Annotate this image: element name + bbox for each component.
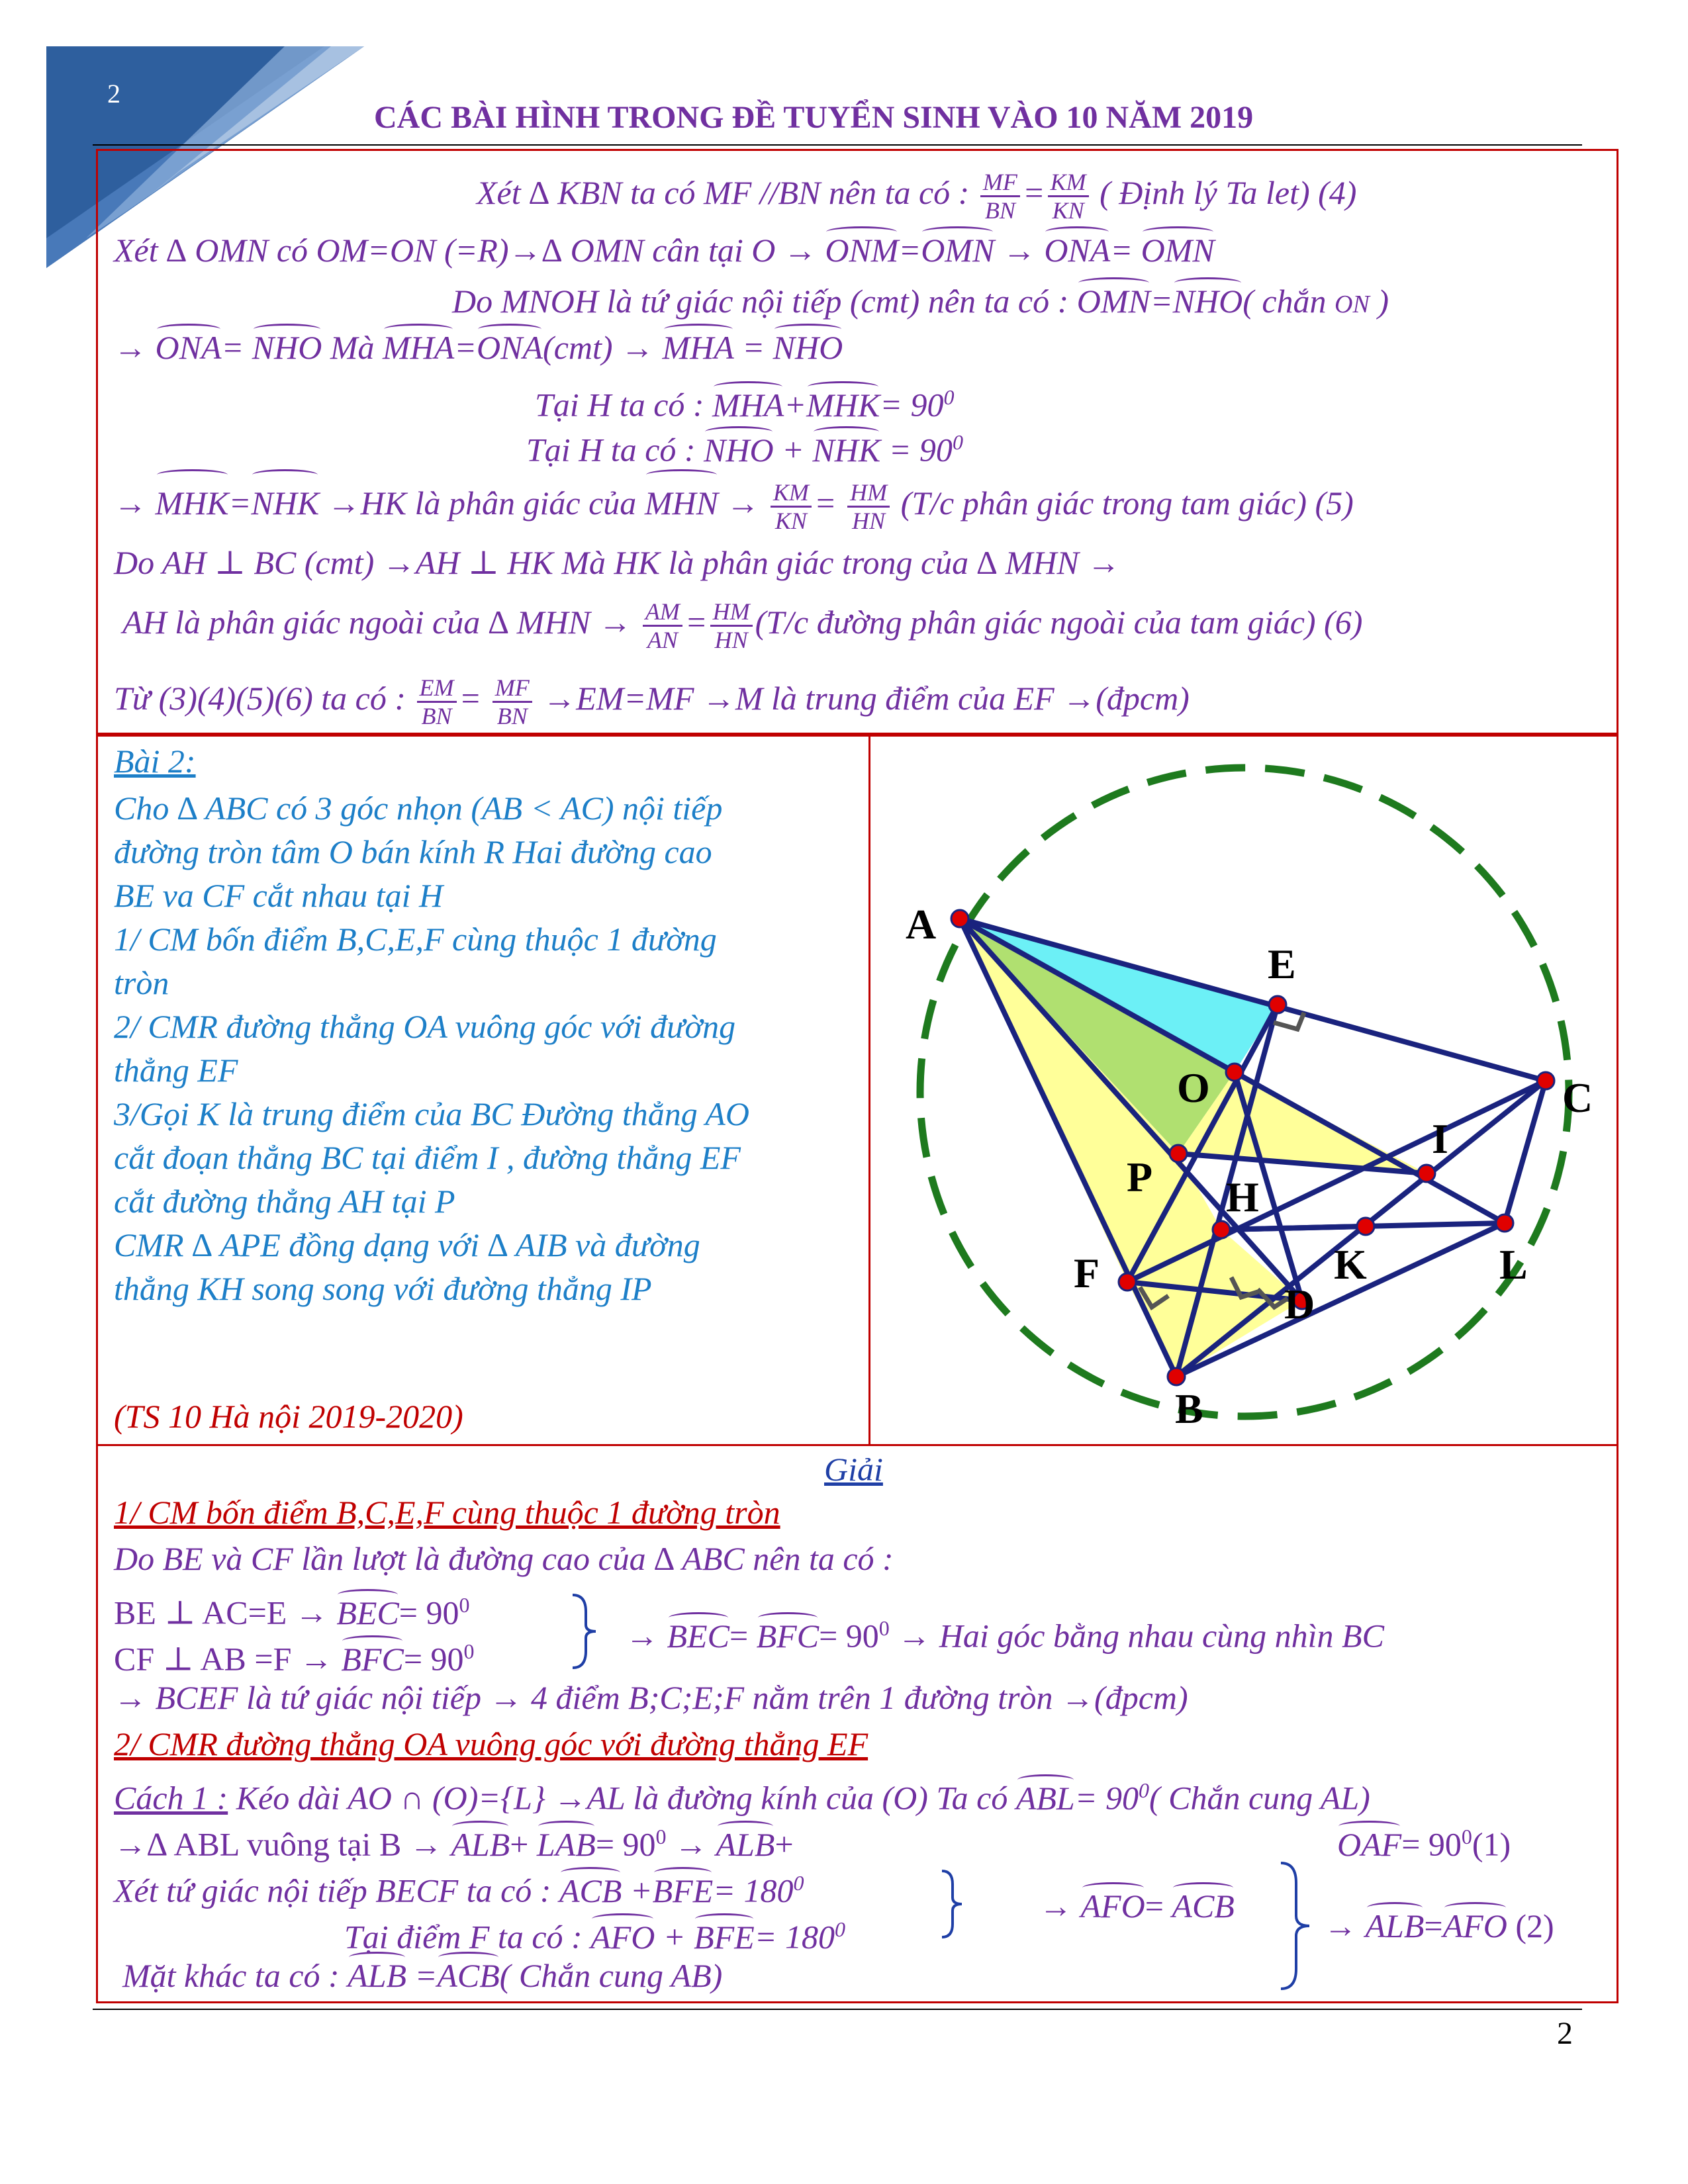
header-rule <box>93 144 1582 146</box>
problem-line: BE va CF cắt nhau tại H <box>114 877 444 914</box>
fraction-km-kn: $\frac{KM}{KN}$ <box>1048 169 1089 224</box>
point-H <box>1213 1221 1230 1238</box>
problem-line: 3/Gọi K là trung điểm của BC Đường thẳng AO <box>114 1095 749 1132</box>
problem-text <box>114 786 749 1310</box>
solution-line6: →∆ ABL vuông tại $B \to ALB+ LAB= 90^0 \to ALB+$ <box>114 1825 794 1863</box>
label-C: C <box>1562 1074 1593 1121</box>
solution-line5: Cách 1 : Kéo dài AO ∩ (O)={L} →AL là đường kính của (O) Ta có $ABL= 90^0$( Chắn cung AL) <box>114 1778 1370 1817</box>
s1-line9: AH là phân giác ngoài của ∆ MHN → $\frac{AM}{AN}$ = $\frac{HM}{HN}$ (T/c đường phân giác ngoài của tam giác) (6) <box>122 598 1363 654</box>
label-O: O <box>1177 1064 1210 1111</box>
point-C <box>1537 1072 1554 1089</box>
fraction-em-bn: $\frac{EM}{BN}$ <box>417 674 457 729</box>
point-E <box>1269 996 1286 1013</box>
fraction-mf-bn: $\frac{MF}{BN}$ <box>980 169 1020 224</box>
header-page-number: 2 <box>107 79 120 109</box>
solution-line3: CF ⊥ AB $=F \to BFC= 90^0$ <box>114 1639 475 1678</box>
label-I: I <box>1432 1115 1448 1162</box>
fraction-hm-hn: $\frac{HM}{HN}$ <box>847 479 890 534</box>
point-P <box>1170 1145 1187 1162</box>
point-K <box>1357 1218 1374 1235</box>
problem-line: thẳng KH song song với đường thẳng IP <box>114 1270 652 1307</box>
brace-2 <box>937 1868 970 1940</box>
solution-line7: Xét tứ giác nội tiếp BECF ta có : ACB $+BFE= 180^0$ <box>114 1871 804 1909</box>
label-K: K <box>1334 1241 1367 1288</box>
point-B <box>1168 1368 1185 1385</box>
label-A: A <box>906 901 937 948</box>
brace-3 <box>1278 1860 1317 1992</box>
problem-line: thẳng EF <box>114 1052 238 1089</box>
label-P: P <box>1127 1154 1153 1201</box>
s1-line6: Tại H ta có : NHO + NHK = $90^0$ <box>526 430 963 469</box>
s1-line3: Do MNOH là tứ giác nội tiếp (cmt) nên ta có : OMN=NHO( chắn ON ) <box>452 283 1389 320</box>
solution-heading-2: 2/ CMR đường thẳng OA vuông góc với đường thẳng EF <box>114 1725 868 1762</box>
solution-line6-right: $OAF= 90^0(1)$ <box>1337 1825 1511 1863</box>
footer-rule <box>93 2009 1582 2010</box>
solution-line1: Do BE và CF lần lượt là đường cao của ∆ ABC nên ta có : <box>114 1540 894 1577</box>
solution-line9: Mặt khác ta có : ALB =ACB( Chắn cung AB) <box>122 1957 723 1994</box>
label-D: D <box>1284 1281 1315 1328</box>
fraction-mf-bn-2: $\frac{MF}{BN}$ <box>492 674 532 729</box>
solution-line78b: → ALB=AFO (2) <box>1324 1907 1554 1944</box>
point-L <box>1496 1214 1513 1232</box>
problem-line: CMR ∆ APE đồng dạng với ∆ AIB và đường <box>114 1226 700 1263</box>
problem-line: cắt đoạn thẳng BC tại điểm I , đường thẳng EF <box>114 1139 741 1176</box>
problem-line: 1/ CM bốn điểm B,C,E,F cùng thuộc 1 đường <box>114 921 717 958</box>
point-O <box>1226 1064 1243 1081</box>
fraction-hm-hn-2: $\frac{HM}{HN}$ <box>710 598 753 653</box>
fraction-am-an: $\frac{AM}{AN}$ <box>643 598 682 653</box>
page-title: CÁC BÀI HÌNH TRONG ĐỀ TUYỂN SINH VÀO 10 NĂM 2019 <box>374 100 1254 135</box>
label-H: H <box>1226 1173 1259 1220</box>
solution-line2: BE ⊥ $AC=E \to BEC= 90^0$ <box>114 1593 470 1631</box>
label-F: F <box>1074 1250 1100 1297</box>
s1-line7: → MHK=NHK →HK là phân giác của MHN → $\frac{KM}{KN}$ = $\frac{HM}{HN}$ (T/c phân giác trong tam giác) (5) <box>114 473 1354 534</box>
s1-line8: Do AH ⊥ BC (cmt) →AH ⊥ HK Mà HK là phân giác trong của ∆ MHN → <box>114 544 1121 581</box>
solution-line8: Tại điểm F ta có : AFO + $BFE= 180^0$ <box>344 1917 846 1956</box>
problem-source: (TS 10 Hà nội 2019-2020) <box>114 1398 463 1435</box>
s1-line2: Xét ∆ OMN có OM=ON (=R)→∆ OMN cân tại O → ONM=OMN → ONA= OMN <box>114 232 1215 269</box>
solution-title: Giải <box>824 1451 883 1488</box>
label-B: B <box>1175 1385 1203 1432</box>
problem-line: đường tròn tâm O bán kính R Hai đường cao <box>114 833 712 870</box>
label-L: L <box>1499 1241 1528 1288</box>
footer-page-number: 2 <box>1557 2016 1573 2051</box>
s1-line1: Xét ∆ KBN ta có MF //BN nên ta có : $\frac{MF}{BN}$ = $\frac{KM}{KN}$ ( Định lý Ta let) (4) <box>477 169 1357 224</box>
solution-line23: → $BEC= BFC= 90^0$ → Hai góc bằng nhau cùng nhìn BC <box>626 1616 1384 1655</box>
brace-1 <box>566 1592 606 1671</box>
geometry-figure <box>871 737 1616 1443</box>
problem-line: 2/ CMR đường thẳng OA vuông góc với đường <box>114 1008 736 1045</box>
fraction-km-kn-2: $\frac{KM}{KN}$ <box>771 479 812 534</box>
point-F <box>1119 1273 1136 1291</box>
problem-title: Bài 2: <box>114 743 196 780</box>
point-I <box>1418 1165 1435 1182</box>
solution-heading-1: 1/ CM bốn điểm B,C,E,F cùng thuộc 1 đường tròn <box>114 1494 780 1531</box>
problem-line: cắt đường thẳng AH tại P <box>114 1183 455 1220</box>
solution-line78: → AFO= ACB <box>1039 1888 1235 1925</box>
problem-line: tròn <box>114 964 169 1001</box>
s1-line4: → ONA= NHO Mà MHA=ONA(cmt) → MHA = NHO <box>114 329 843 366</box>
point-A <box>951 910 968 927</box>
s1-line10: Từ (3)(4)(5)(6) ta có : $\frac{EM}{BN}$ = $\frac{MF}{BN}$ →EM=MF →M là trung điểm của EF →(đpcm) <box>114 674 1190 730</box>
problem-line: Cho ∆ ABC có 3 góc nhọn (AB < AC) nội tiếp <box>114 790 723 827</box>
label-E: E <box>1268 940 1296 987</box>
solution-line4: → BCEF là tứ giác nội tiếp → 4 điểm B;C;E;F nằm trên 1 đường tròn →(đpcm) <box>114 1679 1188 1716</box>
s1-line5: Tại H ta có : $MHA+MHK= 90^0$ <box>535 385 955 424</box>
